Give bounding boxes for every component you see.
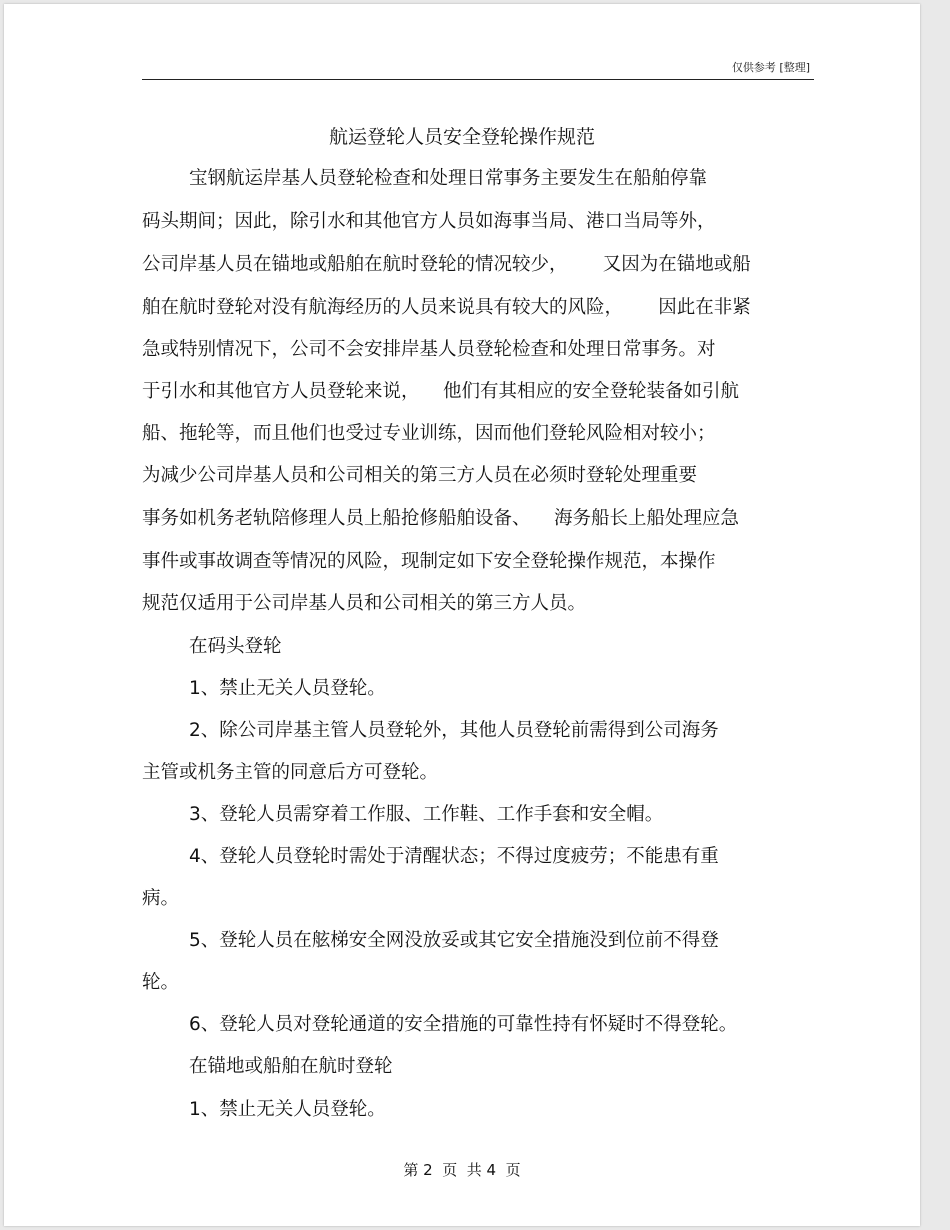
header-divider	[142, 79, 814, 80]
list-item: 1、禁止无关人员登轮。	[189, 1099, 386, 1120]
section-heading: 在锚地或船舶在航时登轮	[189, 1056, 393, 1077]
list-item: 3、登轮人员需穿着工作服、工作鞋、工作手套和安全帽。	[189, 804, 664, 825]
body-line: 宝钢航运岸基人员登轮检查和处理日常事务主要发生在船舶停靠	[189, 168, 708, 189]
list-item-continuation: 主管或机务主管的同意后方可登轮。	[142, 762, 439, 783]
list-item-continuation: 病。	[142, 888, 180, 909]
body-line: 规范仅适用于公司岸基人员和公司相关的第三方人员。	[142, 593, 587, 614]
list-item: 5、登轮人员在舷梯安全网没放妥或其它安全措施没到位前不得登	[189, 930, 719, 951]
body-line: 急或特别情况下，公司不会安排岸基人员登轮检查和处理日常事务。对	[142, 339, 716, 360]
body-line: 于引水和其他官方人员登轮来说， 他们有其相应的安全登轮装备如引航	[142, 381, 740, 402]
document-title: 航运登轮人员安全登轮操作规范	[328, 126, 595, 148]
body-line: 公司岸基人员在锚地或船舶在航时登轮的情况较少， 又因为在锚地或船	[142, 254, 751, 275]
list-item-continuation: 轮。	[142, 972, 180, 993]
body-line: 码头期间；因此，除引水和其他官方人员如海事当局、港口当局等外，	[142, 211, 716, 232]
body-line: 事务如机务老轨陪修理人员上船抢修船舶设备、 海务船长上船处理应急	[142, 508, 740, 529]
body-line: 为减少公司岸基人员和公司相关的第三方人员在必须时登轮处理重要	[142, 465, 698, 486]
body-line: 舶在航时登轮对没有航海经历的人员来说具有较大的风险， 因此在非紧	[142, 297, 751, 318]
body-line: 事件或事故调查等情况的风险，现制定如下安全登轮操作规范，本操作	[142, 551, 716, 572]
body-line: 船、拖轮等，而且他们也受过专业训练，因而他们登轮风险相对较小；	[142, 423, 716, 444]
list-item: 4、登轮人员登轮时需处于清醒状态；不得过度疲劳；不能患有重	[189, 846, 719, 867]
list-item: 6、登轮人员对登轮通道的安全措施的可靠性持有怀疑时不得登轮。	[189, 1014, 738, 1035]
list-item: 2、除公司岸基主管人员登轮外，其他人员登轮前需得到公司海务	[189, 720, 719, 741]
section-heading: 在码头登轮	[189, 636, 282, 657]
header-label: 仅供参考 [整理]	[731, 61, 810, 74]
page-number-footer: 第 2 页 共 4 页	[403, 1161, 521, 1179]
list-item: 1、禁止无关人员登轮。	[189, 678, 386, 699]
document-page	[4, 4, 920, 1226]
